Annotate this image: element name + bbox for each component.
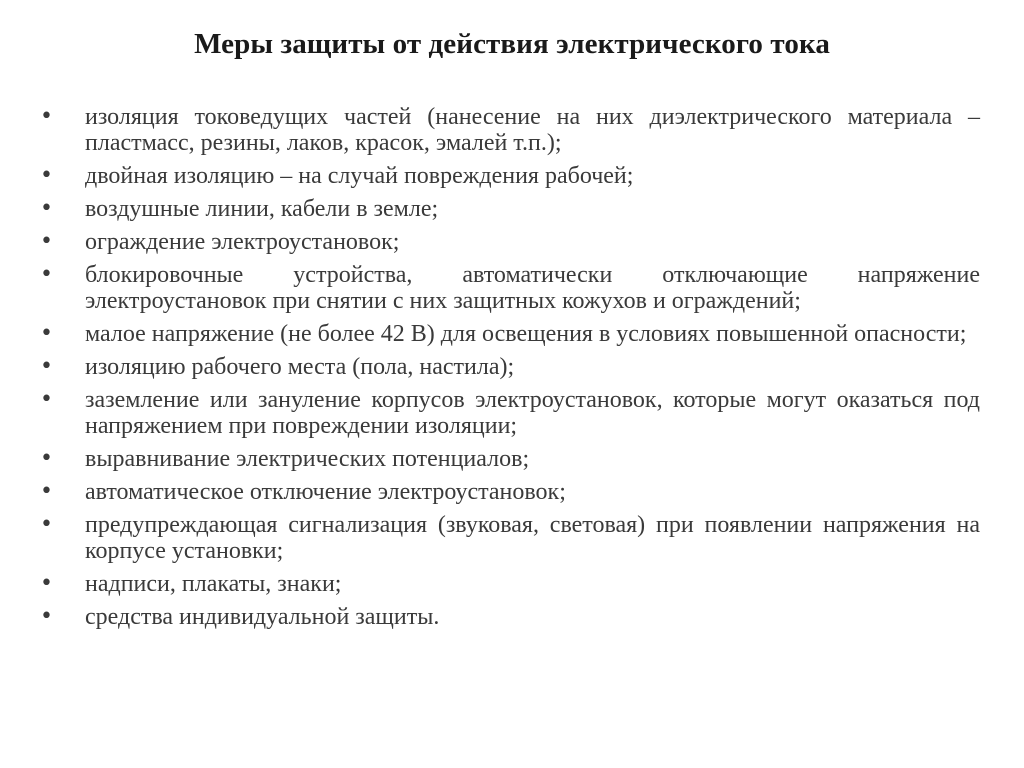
bullet-icon: •: [40, 446, 53, 471]
list-item: [40, 479, 980, 505]
bullet-icon: •: [40, 229, 53, 254]
list-item-text: предупреждающая сигнализация (звуковая, световая) при появлении напряжения на корпусе установки;: [85, 512, 980, 564]
bullet-icon: •: [40, 512, 53, 537]
bullet-icon: •: [40, 104, 53, 129]
list-item: [40, 512, 980, 564]
list-item-text: ограждение электроустановок;: [85, 229, 400, 255]
slide-title: Меры защиты от действия электрического тока: [194, 28, 830, 60]
list-item-text: заземление или зануление корпусов электроустановок, которые могут оказаться под напряжением при повреждении изоляции;: [85, 387, 980, 439]
list-item: [40, 196, 980, 222]
list-item-text: средства индивидуальной защиты.: [85, 604, 440, 630]
list-item: [40, 321, 980, 347]
list-item: [40, 446, 980, 472]
list-item: [40, 571, 980, 597]
bullet-icon: •: [40, 479, 53, 504]
list-item-text: блокировочные устройства, автоматически отключающие напряжение электроустановок при снятии с них защитных кожухов и ограждений;: [85, 262, 980, 314]
bullet-icon: •: [40, 321, 53, 346]
list-item: [40, 354, 980, 380]
list-item-text: автоматическое отключение электроустановок;: [85, 479, 566, 505]
list-item-text: двойная изоляцию – на случай повреждения рабочей;: [85, 163, 634, 189]
bullet-icon: •: [40, 196, 53, 221]
list-item-text: надписи, плакаты, знаки;: [85, 571, 342, 597]
list-item: [40, 604, 980, 630]
list-item-text: изоляция токоведущих частей (нанесение на них диэлектрического материала – пластмасс, резины, лаков, красок, эмалей т.п.);: [85, 104, 980, 156]
list-item-text: малое напряжение (не более 42 В) для освещения в условиях повышенной опасности;: [85, 321, 967, 347]
list-item: [40, 387, 980, 439]
bullet-icon: •: [40, 354, 53, 379]
list-item: [40, 163, 980, 189]
bullet-icon: •: [40, 571, 53, 596]
list-item-text: изоляцию рабочего места (пола, настила);: [85, 354, 515, 380]
bullet-list: [40, 104, 980, 637]
list-item-text: выравнивание электрических потенциалов;: [85, 446, 530, 472]
list-item: [40, 104, 980, 156]
list-item: [40, 229, 980, 255]
list-item-text: воздушные линии, кабели в земле;: [85, 196, 439, 222]
bullet-icon: •: [40, 262, 53, 287]
bullet-icon: •: [40, 604, 53, 629]
list-item: [40, 262, 980, 314]
bullet-icon: •: [40, 387, 53, 412]
bullet-icon: •: [40, 163, 53, 188]
